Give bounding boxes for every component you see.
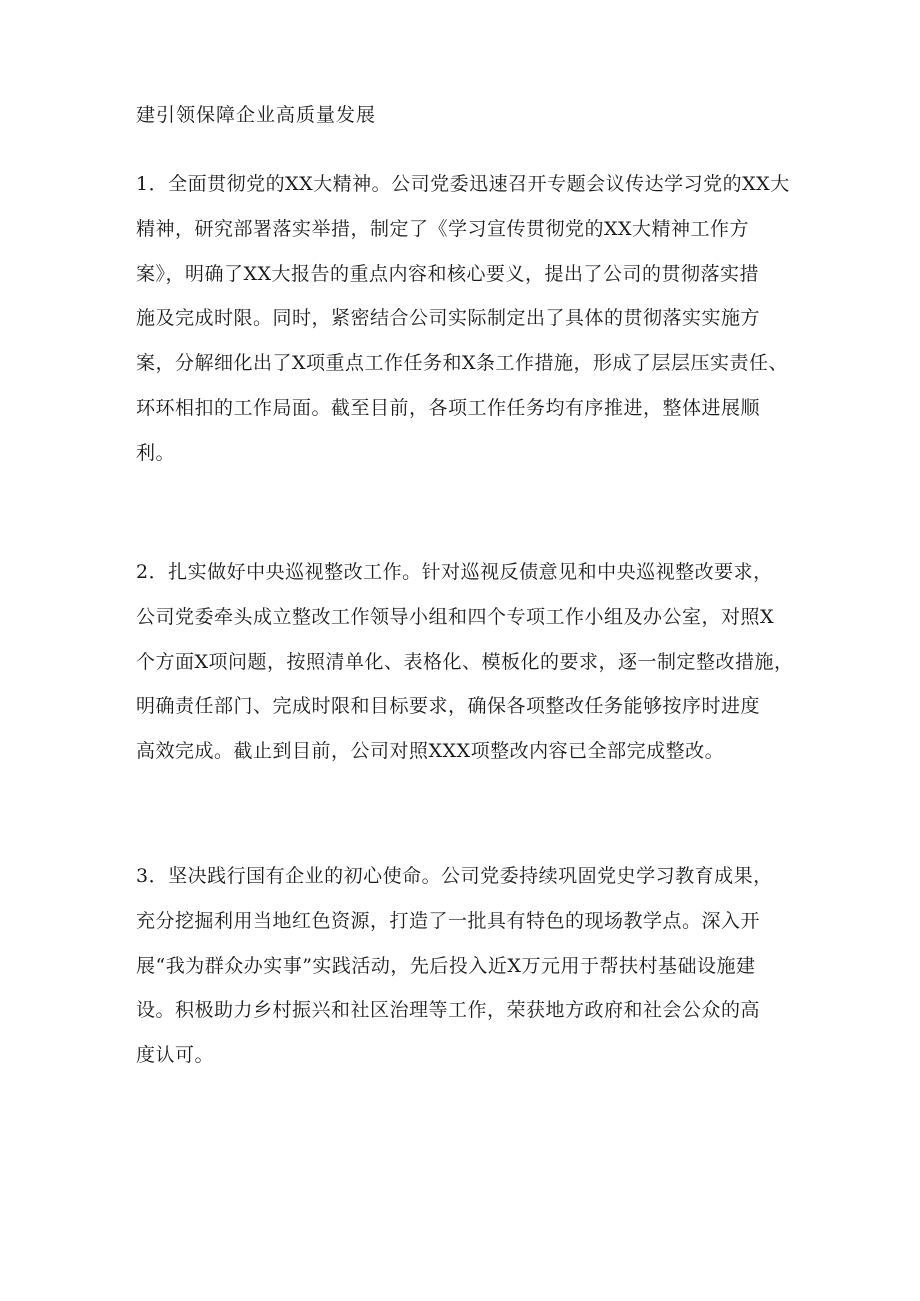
paragraph-line: 案》，明确了XX大报告的重点内容和核心要义，提出了公司的贯彻落实措 [136, 262, 760, 285]
paragraph-line: 充分挖掘利用当地红色资源，打造了一批具有特色的现场教学点。深入开 [136, 909, 761, 932]
paragraph-line: 展“我为群众办实事”实践活动，先后投入近X万元用于帮扶村基础设施建 [136, 954, 756, 977]
paragraph-3 [136, 854, 796, 1078]
paragraph-line: 案，分解细化出了X项重点工作任务和X条工作措施，形成了层层压实责任、 [136, 352, 789, 375]
paragraph-line: 设。积极助力乡村振兴和社区治理等工作，荣获地方政府和社会公众的高 [136, 999, 761, 1022]
paragraph-line: 1．全面贯彻党的XX大精神。公司党委迅速召开专题会议传达学习党的XX大 [136, 173, 790, 195]
paragraph-line: 明确责任部门、完成时限和目标要求，确保各项整改任务能够按序时进度 [136, 695, 761, 718]
paragraph-line: 高效完成。截止到目前，公司对照XXX项整改内容已全部完成整改。 [136, 740, 725, 763]
paragraph-2 [136, 550, 796, 774]
paragraph-line: 度认可。 [136, 1044, 215, 1067]
paragraph-line: 个方面X项问题，按照清单化、表格化、模板化的要求，逐一制定整改措施， [136, 650, 794, 673]
paragraph-1 [136, 162, 796, 476]
paragraph-line: 2．扎实做好中央巡视整改工作。针对巡视反债意见和中央巡视整改要求， [136, 561, 773, 583]
paragraph-line: 环环相扣的工作局面。截至目前，各项工作任务均有序推进，整体进展顺 [136, 396, 761, 419]
section-heading: 建引领保障企业高质量发展 [136, 104, 377, 126]
paragraph-line: 精神，研究部署落实举措，制定了《学习宣传贯彻党的XX大精神工作方 [136, 217, 750, 240]
paragraph-line: 3．坚决践行国有企业的初心使命。公司党委持续巩固党史学习教育成果， [136, 865, 773, 887]
paragraph-line: 公司党委牵头成立整改工作领导小组和四个专项工作小组及办公室，对照X [136, 605, 775, 628]
paragraph-line: 施及完成时限。同时，紧密结合公司实际制定出了具体的贯彻落实实施方 [136, 307, 761, 330]
paragraph-line: 利。 [136, 441, 176, 464]
